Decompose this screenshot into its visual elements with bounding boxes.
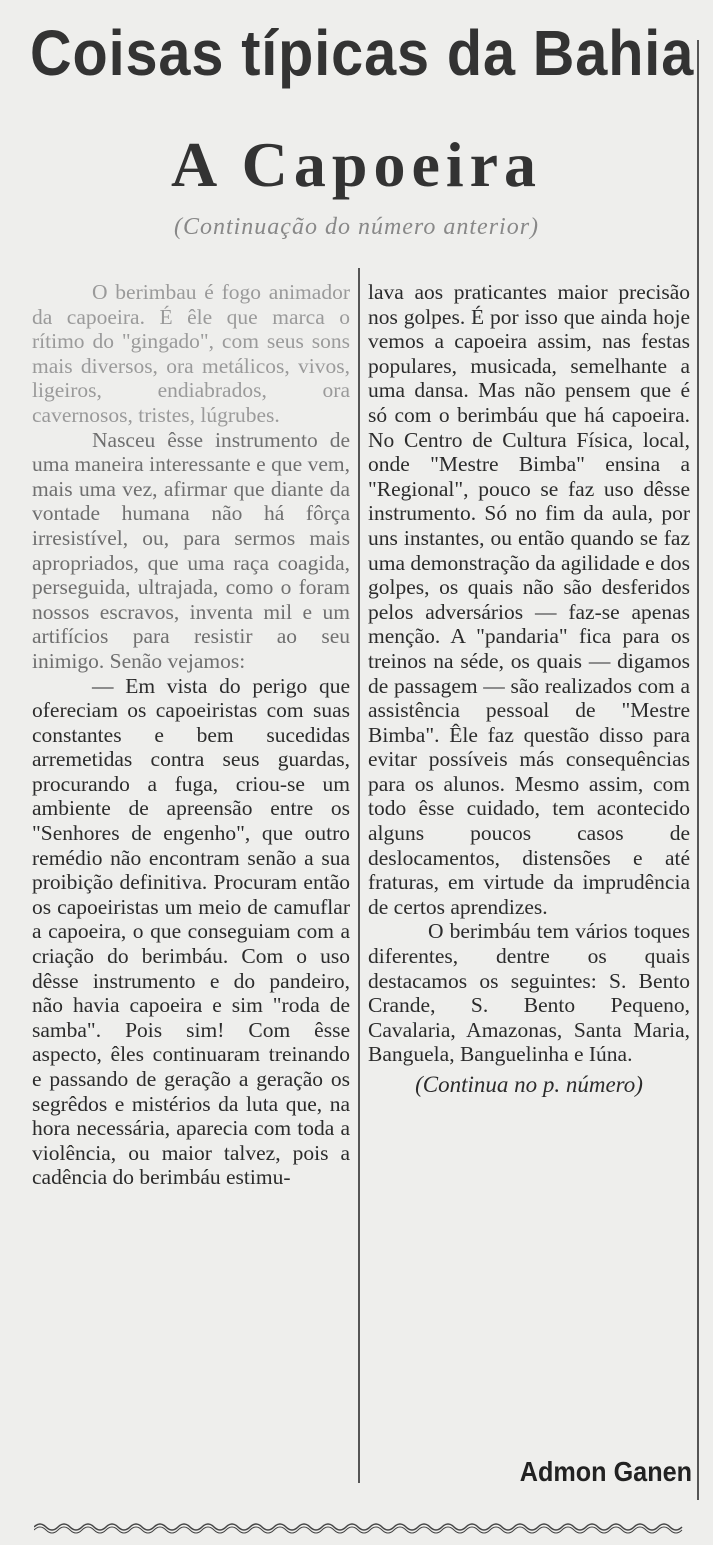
paragraph-5: O berimbáu tem vários toques diferentes, dentre os quais destacamos os seguintes: S. Bento Crande, S. Bento Pequeno, Cavalaria, Amazonas, Santa Maria, Banguela, Banguelinha e Iúna. [368, 919, 690, 1067]
paragraph-3: — Em vista do perigo que ofereciam os capoeiristas com suas constantes e bem sucedidas arremetidas contra seus guardas, procurando a fuga, criou-se um ambiente de apreensão entre os "Senhores de engenho", que outro remédio não encontram senão a sua proibição definitiva. Procuram então os capoeiristas um meio de camuflar a capoeira, o que conseguiam com a criação do berimbáu. Com o uso dêsse instrumento e do pandeiro, não havia capoeira e sim "roda de samba". Pois sim! Com êsse aspecto, êles continuaram treinando e passando de geração a geração os segrêdos e mistérios da luta que, na hora necessária, aparecia com toda a violência, ou maior talvez, pois a cadência do berimbáu estimu- [32, 673, 350, 1190]
article-subheadline: A Capoeira [170, 129, 543, 200]
right-column [368, 280, 690, 1098]
paragraph-1: O berimbau é fogo animador da capoeira. É êle que marca o rítimo do "gingado", com seus sons mais diversos, ora metálicos, vivos, ligeiros, endiabrados, ora cavernosos, tristes, lúgrubes. [32, 280, 350, 427]
column-divider [358, 268, 360, 1483]
paragraph-4: lava aos praticantes maior precisão nos golpes. É por isso que ainda hoje vemos a capoeira assim, nas festas populares, musicada, semelhante a uma dansa. Mas não pensem que é só com o berimbáu que há capoeira. No Centro de Cultura Física, local, onde "Mestre Bimba" ensina a "Regional", pouco se faz uso dêsse instrumento. Só no fim da aula, por uns instantes, ou então quando se faz uma demonstração da agilidade e dos golpes, os quais não são desferidos pelos adversários — faz-se apenas menção. A "pandaria" fica para os treinos na séde, os quais — digamos de passagem — são realizados com a assistência pessoal de "Mestre Bimba". Êle faz questão disso para evitar possíveis más consequências para os alunos. Mesmo assim, com todo êsse cuidado, tem acontecido alguns poucos casos de deslocamentos, distensões e até fraturas, em virtude da imprudência de certos aprendizes. [368, 280, 690, 919]
left-column [32, 280, 350, 1190]
author-byline: Admon Ganen [519, 1456, 692, 1487]
paragraph-2: Nasceu êsse instrumento de uma maneira interessante e que vem, mais uma vez, afirmar que diante da vontade humana não há fôrça irresistível, ou, para sermos mais apropriados, que uma raça coagida, perseguida, ultrajada, como o foram nossos escravos, inventa mil e um artifícios para resistir ao seu inimigo. Senão vejamos: [32, 427, 350, 673]
continuation-note: (Continuação do número anterior) [173, 214, 540, 240]
ornamental-divider [34, 1520, 684, 1534]
adjacent-column-edge [703, 0, 713, 1545]
article-headline: Coisas típicas da Bahia [30, 17, 695, 89]
continues-note: (Continua no p. número) [415, 1072, 643, 1097]
page-column-divider [697, 40, 699, 1500]
